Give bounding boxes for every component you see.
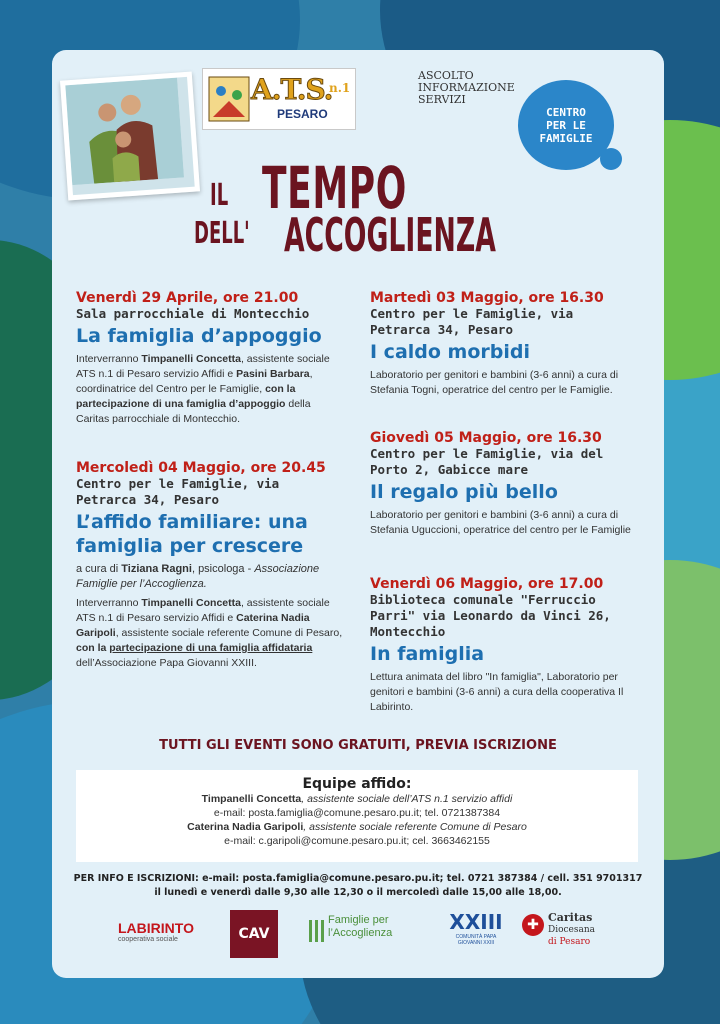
event-title: L’affido familiare: una famiglia per crescere (76, 511, 308, 557)
equipe-box (76, 770, 638, 862)
event-2 (76, 460, 346, 671)
event-description: Interverranno Timpanelli Concetta, assistente sociale ATS n.1 di Pesaro servizio Affidi e Pasini Barbara, coordinatrice del Centro per le Famiglie, con la partecipazione di una famiglia d’appoggio della Caritas parrocchiale di Montecchio. (76, 353, 330, 425)
event-description: Laboratorio per genitori e bambini (3-6 anni) a cura di Stefania Togni, operatrice del centro per le Famiglie. (370, 369, 619, 396)
event-place: Sala parrocchiale di Montecchio (76, 306, 310, 321)
tagline-line: ASCOLTO (418, 69, 474, 82)
event-3 (370, 290, 640, 398)
event-1 (76, 290, 346, 427)
centro-line: CENTRO (546, 105, 586, 119)
cav-logo: CAV (230, 910, 278, 958)
event-4 (370, 430, 640, 538)
caritas-cross-icon: ✚ (522, 914, 544, 936)
labirinto-logo: LABIRINTO cooperativa sociale (118, 920, 194, 943)
event-date: Giovedì 05 Maggio, ore 16.30 (370, 430, 602, 446)
sponsor-logos (52, 908, 664, 964)
family-photo (60, 72, 200, 201)
event-description: Laboratorio per genitori e bambini (3-6 anni) a cura di Stefania Uguccioni, operatrice del centro per le Famiglie (370, 509, 631, 536)
event-title: Il regalo più bello (370, 481, 558, 503)
info-line: il lunedì e venerdì dalle 9,30 alle 12,30 o il mercoledì dalle 15,00 alle 18,00. (154, 887, 562, 898)
ats-logo-text: A.T.S. (251, 73, 333, 106)
equipe-person-1: Timpanelli Concetta, assistente sociale dell’ATS n.1 servizio affidi (201, 793, 513, 805)
ats-logo-city: PESARO (277, 107, 328, 121)
equipe-heading: Equipe affido: (302, 776, 412, 792)
event-date: Venerdì 29 Aprile, ore 21.00 (76, 290, 299, 306)
event-description: Lettura animata del libro "In famiglia", Laboratorio per genitori e bambini (3-6 anni) a cura della cooperativa Il Labirinto. (370, 671, 624, 713)
event-title: In famiglia (370, 643, 485, 665)
centro-famiglie-badge (518, 80, 614, 170)
equipe-person-2: Caterina Nadia Garipoli, assistente sociale referente Comune di Pesaro (187, 821, 527, 833)
tagline-line: SERVIZI (418, 93, 466, 106)
title-tempo: TEMPO (262, 154, 407, 222)
event-place: Centro per le Famiglie, via Petrarca 34, Pesaro (370, 306, 574, 337)
event-description: Interverranno Timpanelli Concetta, assistente sociale ATS n.1 di Pesaro servizio Affidi e Caterina Nadia Garipoli, assistente sociale referente Comune di Pesaro, con la partecipazione di una famiglia affidataria dell’Associazione Papa Giovanni XXIII. (76, 597, 343, 669)
famiglie-logo-icon (308, 916, 326, 946)
event-curator: a cura di Tiziana Ragni, psicologa - Associazione Famiglie per l’Accoglienza. (76, 563, 320, 590)
event-date: Mercoledì 04 Maggio, ore 20.45 (76, 460, 326, 476)
event-date: Venerdì 06 Maggio, ore 17.00 (370, 576, 604, 592)
poster-panel (52, 50, 664, 978)
info-contacts (62, 872, 654, 900)
ats-logo-num: n.1 (329, 81, 351, 95)
event-place: Biblioteca comunale "Ferruccio Parri" via Leonardo da Vinci 26, Montecchio (370, 592, 611, 639)
ascolto-tagline (418, 70, 515, 106)
event-title: La famiglia d’appoggio (76, 325, 322, 347)
centro-line: PER LE (546, 118, 586, 132)
equipe-contact-1: e-mail: posta.famiglia@comune.pesaro.pu.it; tel. 0721387384 (213, 807, 501, 819)
famiglie-logo: Famiglie per l’Accoglienza (328, 914, 393, 939)
title-accoglienza: ACCOGLIENZA (284, 208, 496, 262)
event-title: I caldo morbidi (370, 341, 530, 363)
caritas-logo: Caritas Diocesana di Pesaro (548, 911, 596, 947)
free-events-notice: TUTTI GLI EVENTI SONO GRATUITI, PREVIA ISCRIZIONE (159, 738, 557, 753)
info-line: PER INFO E ISCRIZIONI: e-mail: posta.famiglia@comune.pesaro.pu.it; tel. 0721 387384 / cell. 351 9701317 (73, 873, 643, 884)
title-dell: DELL' (194, 216, 250, 251)
equipe-contact-2: e-mail: c.garipoli@comune.pesaro.pu.it; cel. 3663462155 (224, 835, 490, 847)
event-date: Martedì 03 Maggio, ore 16.30 (370, 290, 604, 306)
apg-logo: XXIII COMUNITÀ PAPA GIOVANNI XXIII (449, 910, 503, 946)
event-place: Centro per le Famiglie, via del Porto 2, Gabicce mare (370, 446, 604, 477)
centro-line: FAMIGLIE (539, 131, 593, 145)
tagline-line: INFORMAZIONE (418, 81, 515, 94)
title-il: IL (210, 178, 229, 213)
event-place: Centro per le Famiglie, via Petrarca 34, Pesaro (76, 476, 280, 507)
event-5 (370, 576, 640, 715)
ats-logo (202, 68, 356, 130)
